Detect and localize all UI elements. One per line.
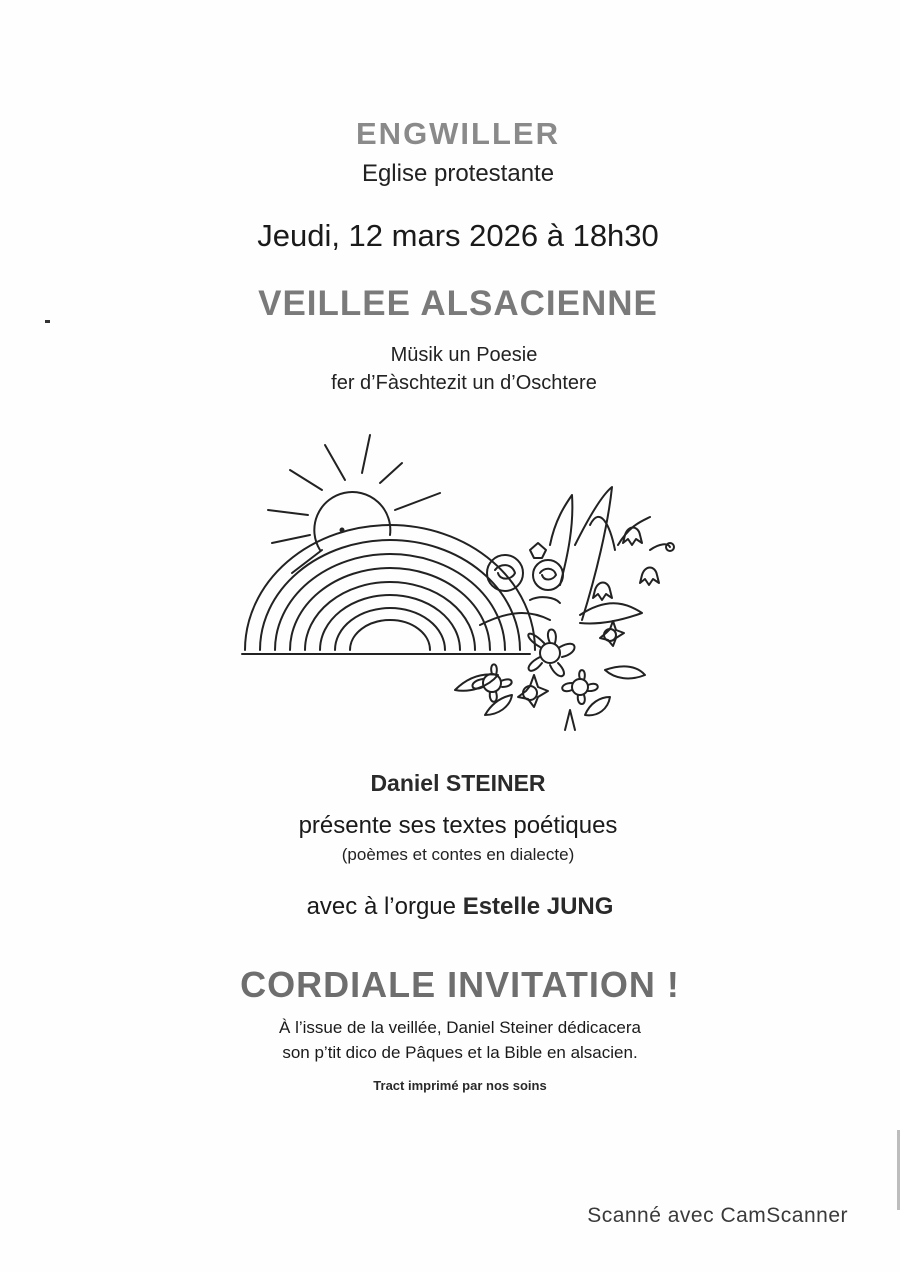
organist-name: Estelle JUNG — [462, 893, 614, 920]
organ-prefix: avec à l’orgue — [306, 893, 457, 920]
leaves — [455, 487, 650, 730]
roses — [487, 543, 563, 603]
event-title: VEILLEE ALSACIENNE — [258, 284, 658, 323]
daisies — [472, 621, 624, 707]
town-name: ENGWILLER — [356, 116, 560, 151]
print-credit: Tract imprimé par nos soins — [373, 1078, 547, 1093]
presenter-name: Daniel STEINER — [370, 770, 546, 796]
rainbow-sun-flowers-illustration — [230, 425, 690, 745]
organ-line — [10, 893, 900, 921]
sun-rays — [268, 435, 440, 573]
event-date: Jeudi, 12 mars 2026 à 18h30 — [257, 218, 659, 253]
signing-note-line-2: son p’tit dico de Pâques et la Bible en alsacien. — [282, 1043, 638, 1062]
signing-note-line-1: À l’issue de la veillée, Daniel Steiner dédicacera — [279, 1018, 641, 1037]
presenter-description: présente ses textes poétiques — [298, 812, 618, 839]
church-name: Eglise protestante — [361, 160, 555, 187]
subtitle-line-1: Müsik un Poesie — [390, 344, 538, 366]
invitation-heading: CORDIALE INVITATION ! — [240, 964, 680, 1005]
subtitle-line-2: fer d’Fàschtezit un d’Oschtere — [331, 372, 597, 394]
rainbow — [245, 525, 535, 650]
scanner-watermark: Scanné avec CamScanner — [587, 1204, 848, 1227]
genres-note: (poèmes et contes en dialecte) — [341, 845, 575, 864]
bell-flowers — [593, 528, 674, 601]
